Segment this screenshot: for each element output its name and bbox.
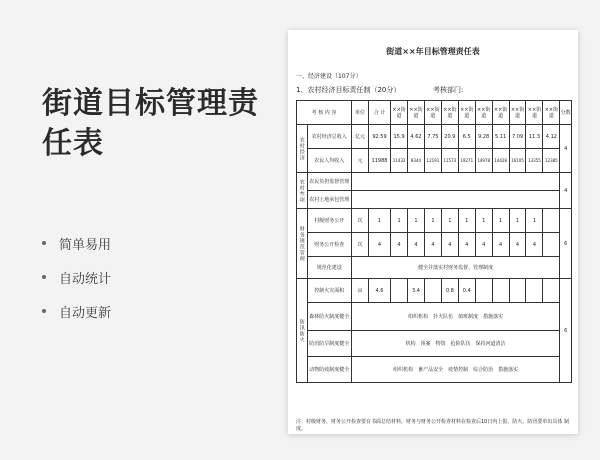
empty-cell [351,191,559,209]
header-street: ××街道 [492,101,509,125]
responsibility-table [296,100,572,383]
value-cell [391,279,408,303]
row-label: 农村经济总收入 [307,125,351,149]
value-cell: 11573 [441,149,458,173]
merged-text-cell: 健全并落实村财务监督、管理制度 [351,257,559,279]
value-cell: 0.4 [458,279,475,303]
value-cell: 16105 [509,149,526,173]
value-cell: 15.9 [391,125,408,149]
row-label: 财务公开检查 [307,233,351,257]
bullet-icon [42,241,46,245]
empty-cell [543,233,560,257]
score-cell: 6 [560,209,572,279]
header-unit: 单位 [351,101,368,125]
value-cell: 4 [368,233,390,257]
feature-list [42,235,111,337]
unit-cell: 亿元 [351,125,368,149]
table-row [297,209,572,233]
value-cell: 11.3 [526,125,543,149]
row-label: 森林防火制度健全 [307,303,351,331]
header-street: ××街道 [458,101,475,125]
value-cell [509,279,526,303]
score-cell: 4 [560,125,572,173]
empty-cell [543,209,560,233]
table-row [297,303,572,331]
feature-label: 简单易用 [59,237,112,253]
value-cell: 1 [391,209,408,233]
header-street: ××街道 [391,101,408,125]
score-cell: 6 [560,279,572,383]
header-street: ××街道 [526,101,543,125]
value-cell: 1 [526,209,543,233]
value-cell: 9.28 [475,125,492,149]
value-cell: 1 [441,209,458,233]
row-label: 控制火灾面积 [307,279,351,303]
merged-text-cell: 组织机构 畜产品安全 疫情控制 综合防治 措施落实 [351,357,559,383]
value-cell: 4.12 [543,125,560,149]
row-label: 农民人均收入 [307,149,351,173]
table-row [297,191,572,209]
total-cell: 11988 [368,149,390,173]
group-label-rural-economy: 农村经济 [297,125,308,173]
value-cell: 14428 [492,149,509,173]
row-label: 农民负担监督管理 [307,173,351,191]
group-label-disaster: 防汛防火 [297,279,308,383]
value-cell: 1 [424,209,441,233]
value-cell: 20.9 [441,125,458,149]
feature-label: 自动统计 [59,271,112,287]
value-cell [475,279,492,303]
header-score: 分数 [560,101,572,125]
value-cell: 8344 [408,149,425,173]
document-title: 街道××年目标管理责任表 [386,47,480,56]
table-row [297,279,572,303]
header-content: 考 核 内 容 [297,101,352,125]
unit-cell: 次 [351,209,368,233]
table-row [297,257,572,279]
header-street: ××街道 [543,101,560,125]
feature-label: 自动更新 [59,305,112,321]
merged-text-cell: 机构 预案 物资 抢险队伍 保持河道清洁 [351,331,559,357]
document-preview [288,30,578,434]
value-cell: 1 [368,209,390,233]
table-row [297,173,572,191]
feature-item [42,303,111,319]
table-row [297,125,572,149]
value-cell: 7.75 [424,125,441,149]
value-cell: 7.09 [509,125,526,149]
value-cell: 4 [475,233,492,257]
value-cell: 1 [492,209,509,233]
hero-title-block [42,84,272,164]
value-cell: 4 [526,233,543,257]
header-total: 合 计 [368,101,390,125]
value-cell: 11432 [391,149,408,173]
value-cell: 12191 [424,149,441,173]
value-cell [424,279,441,303]
value-cell: 1 [475,209,492,233]
header-street: ××街道 [475,101,492,125]
merged-text-cell: 组织机构 扑火队伍 值班制度 措施落实 [351,303,559,331]
header-street: ××街道 [441,101,458,125]
unit-cell: 元 [351,149,368,173]
value-cell: 1 [458,209,475,233]
main-title-line2: 任表 [42,126,104,161]
total-cell: 92.59 [368,125,390,149]
feature-item [42,269,111,285]
footnote: 注：村级财务、财务公开检查要有书面总结材料，财务与财务公开检查材料在检查后10日内上报，防火、防汛要单出具体 制度。 [296,419,569,432]
score-cell: 4 [560,173,572,209]
empty-cell [543,279,560,303]
value-cell: 0.8 [441,279,458,303]
subsection-title: 1、农村经济目标责任制（20分） [296,86,401,94]
group-label-finance: 财务规范管理 [297,209,308,279]
row-label: 村级财务公开 [307,209,351,233]
value-cell: 14978 [475,149,492,173]
value-cell: 19271 [458,149,475,173]
value-cell: 4 [408,233,425,257]
unit-cell: 次 [351,233,368,257]
table-row [297,149,572,173]
subsection-heading [296,85,464,95]
bullet-icon [42,309,46,313]
table-row [297,331,572,357]
header-street: ××街道 [424,101,441,125]
row-label: 农村土地承包管理 [307,191,351,209]
value-cell: 4 [391,233,408,257]
empty-cell [351,173,559,191]
value-cell: 1 [408,209,425,233]
table-header-row [297,101,572,125]
main-title-line1: 街道目标管理责 [42,86,259,121]
table-row [297,233,572,257]
header-street: ××街道 [408,101,425,125]
value-cell: 4.6 [368,279,390,303]
dept-label: 考核部门: [433,86,464,94]
value-cell: 4 [509,233,526,257]
value-cell: 4.62 [408,125,425,149]
value-cell: 1 [509,209,526,233]
unit-cell: 亩 [351,279,368,303]
value-cell: 13355 [526,149,543,173]
value-cell: 5.11 [492,125,509,149]
value-cell: 4 [441,233,458,257]
value-cell: 12385 [543,149,560,173]
value-cell: 4 [424,233,441,257]
value-cell: 4 [492,233,509,257]
row-label: 动物防疫制度健全 [307,357,351,383]
value-cell: 3.4 [408,279,425,303]
value-cell [492,279,509,303]
row-label: 规范化建设 [307,257,351,279]
value-cell: 4 [458,233,475,257]
table-row [297,357,572,383]
value-cell [526,279,543,303]
group-label-rural-assets: 农村叁项 [297,173,308,209]
header-street: ××街道 [509,101,526,125]
feature-item [42,235,111,251]
bullet-icon [42,275,46,279]
value-cell: 6.5 [458,125,475,149]
row-label: 防汛防旱制度健全 [307,331,351,357]
section-heading: 一、经济建设（107分） [296,73,362,80]
